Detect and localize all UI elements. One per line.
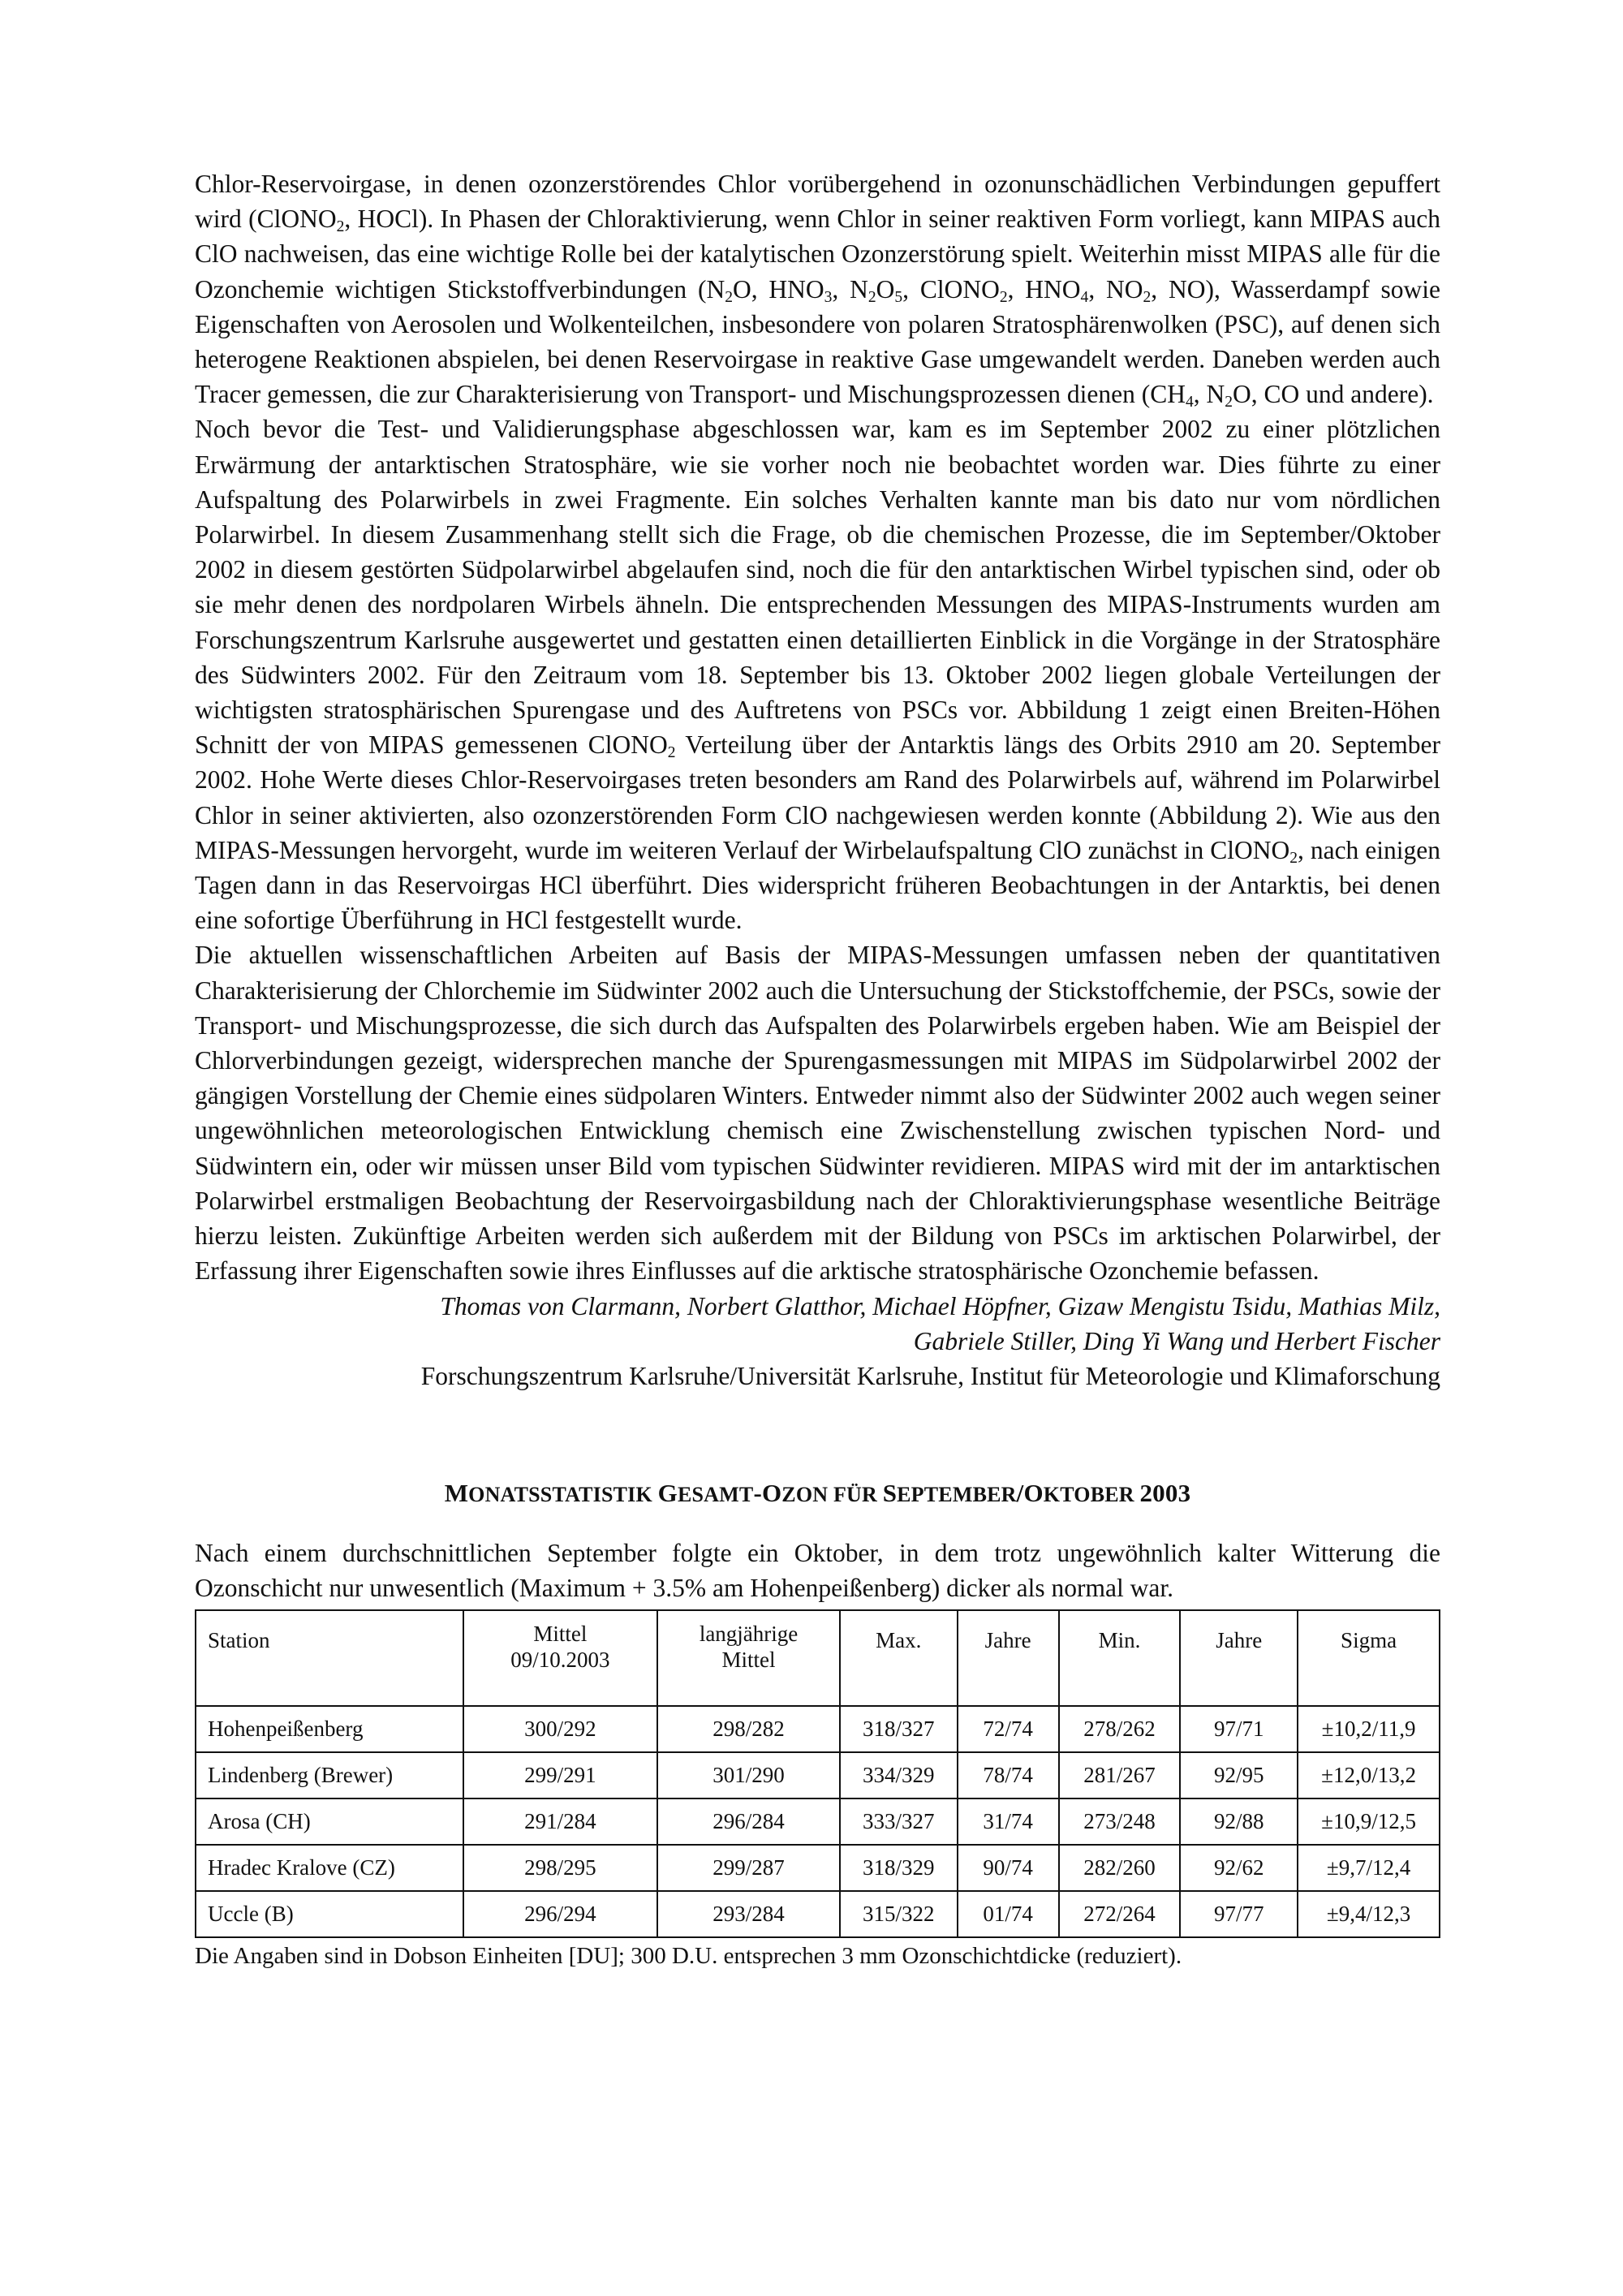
cell-jahre-max: 78/74 <box>958 1752 1059 1798</box>
table-footnote: Die Angaben sind in Dobson Einheiten [DU]; 300 D.U. entsprechen 3 mm Ozonschichtdicke (reduziert). <box>195 1942 1182 1969</box>
cell-langjaehrige-mittel: 299/287 <box>657 1845 840 1891</box>
header-jahre-max: Jahre <box>958 1610 1059 1706</box>
cell-jahre-max: 90/74 <box>958 1845 1059 1891</box>
table-row <box>196 1891 1440 1937</box>
page-content <box>195 166 1440 1972</box>
cell-jahre-min: 97/71 <box>1180 1706 1298 1752</box>
cell-sigma: ±10,9/12,5 <box>1298 1798 1440 1845</box>
cell-jahre-max: 72/74 <box>958 1706 1059 1752</box>
table-row <box>196 1706 1440 1752</box>
cell-mittel: 291/284 <box>463 1798 658 1845</box>
cell-sigma: ±12,0/13,2 <box>1298 1752 1440 1798</box>
cell-max: 318/327 <box>840 1706 958 1752</box>
table-row <box>196 1752 1440 1798</box>
cell-max: 333/327 <box>840 1798 958 1845</box>
header-min: Min. <box>1059 1610 1181 1706</box>
institution: Forschungszentrum Karlsruhe/Universität Karlsruhe, Institut für Meteorologie und Klimaforschung <box>420 1361 1440 1390</box>
cell-min: 281/267 <box>1059 1752 1181 1798</box>
cell-station: Arosa (CH) <box>196 1798 463 1845</box>
header-station: Station <box>196 1610 463 1706</box>
stats-heading: MONATSSTATISTIK GESAMT-OZON FÜR SEPTEMBER/OKTOBER 2003 <box>444 1479 1191 1508</box>
cell-jahre-max: 31/74 <box>958 1798 1059 1845</box>
table-row <box>196 1798 1440 1845</box>
cell-mittel: 296/294 <box>463 1891 658 1937</box>
cell-sigma: ±9,4/12,3 <box>1298 1891 1440 1937</box>
cell-mittel: 300/292 <box>463 1706 658 1752</box>
table-header-row <box>196 1610 1440 1706</box>
cell-station: Lindenberg (Brewer) <box>196 1752 463 1798</box>
cell-langjaehrige-mittel: 296/284 <box>657 1798 840 1845</box>
header-langjaehrige-mittel: langjährige Mittel <box>657 1610 840 1706</box>
cell-mittel: 298/295 <box>463 1845 658 1891</box>
cell-max: 315/322 <box>840 1891 958 1937</box>
authors-line-1: Thomas von Clarmann, Norbert Glatthor, Michael Höpfner, Gizaw Mengistu Tsidu, Mathias Milz, <box>440 1291 1440 1320</box>
cell-min: 272/264 <box>1059 1891 1181 1937</box>
cell-jahre-min: 97/77 <box>1180 1891 1298 1937</box>
cell-station: Hradec Kralove (CZ) <box>196 1845 463 1891</box>
stats-intro: Nach einem durchschnittlichen September folgte ein Oktober, in dem trotz ungewöhnlich kalter Witterung die Ozonschicht nur unwesentlich (Maximum + 3.5% am Hohenpeißenberg) dicker als normal war. <box>195 1539 1440 1603</box>
cell-langjaehrige-mittel: 298/282 <box>657 1706 840 1752</box>
cell-min: 278/262 <box>1059 1706 1181 1752</box>
cell-sigma: ±10,2/11,9 <box>1298 1706 1440 1752</box>
paragraph-reservoirgase: Chlor-Reservoirgase, in denen ozonzerstörendes Chlor vorübergehend in ozonunschädlichen Verbindungen gepuffert wird (ClONO$_2$, HOCl). In Phasen der Chloraktivierung, wenn Chlor in seiner reaktiven Form vorliegt, kann MIPAS auch ClO nachweisen, das eine wichtige Rolle bei der katalytischen Ozonzerstörung spielt. Weiterhin misst MIPAS alle für die Ozonchemie wichtigen Stickstoffverbindungen ($N_2O$, $HNO_3$, $N_2O_5$, ClONO$_2$, $HNO_4$, $NO_2$, NO), Wasserdampf sowie Eigenschaften von Aerosolen und Wolkenteilchen, insbesondere von polaren Stratosphärenwolken (PSC), auf denen sich heterogene Reaktionen abspielen, bei denen Reservoirgase in reaktive Gase umgewandelt werden. Daneben werden auch Tracer gemessen, die zur Charakterisierung von Transport- und Mischungsprozessen dienen ($CH_4$, $N_2O$, CO und andere). <box>195 170 1441 411</box>
paragraph-polarwirbel: Noch bevor die Test- und Validierungsphase abgeschlossen war, kam es im September 2002 zu einer plötzlichen Erwärmung der antarktischen Stratosphäre, wie sie vorher noch nie beobachtet worden war. Dies führte zu einer Aufspaltung des Polarwirbels in zwei Fragmente. Ein solches Verhalten kannte man bis dato nur vom nördlichen Polarwirbel. In diesem Zusammenhang stellt sich die Frage, ob die chemischen Prozesse, die im September/Oktober 2002 in diesem gestörten Südpolarwirbel abgelaufen sind, noch die für den antarktischen Wirbel typischen sind, oder ob sie mehr denen des nordpolaren Wirbels ähneln. Die entsprechenden Messungen des MIPAS-Instruments wurden am Forschungszentrum Karlsruhe ausgewertet und gestatten einen detaillierten Einblick in die Vorgänge in der Stratosphäre des Südwinters 2002. Für den Zeitraum vom 18. September bis 13. Oktober 2002 liegen globale Verteilungen der wichtigsten stratosphärischen Spurengase und des Auftretens von PSCs vor. Abbildung 1 zeigt einen Breiten-Höhen Schnitt der von MIPAS gemessenen ClONO$_2$ Verteilung über der Antarktis längs des Orbits 2910 am 20. September 2002. Hohe Werte dieses Chlor-Reservoirgases treten besonders am Rand des Polarwirbels auf, während im Polarwirbel Chlor in seiner aktivierten, also ozonzerstörenden Form ClO nachgewiesen werden konnte (Abbildung 2). Wie aus den MIPAS-Messungen hervorgeht, wurde im weiteren Verlauf der Wirbelaufspaltung ClO zunächst in ClONO$_2$, nach einigen Tagen dann in das Reservoirgas HCl überführt. Dies widerspricht früheren Beobachtungen in der Antarktis, bei denen eine sofortige Überführung in HCl festgestellt wurde. <box>195 415 1440 935</box>
paragraph-aktuelle-arbeiten: Die aktuellen wissenschaftlichen Arbeiten auf Basis der MIPAS-Messungen umfassen neben der quantitativen Charakterisierung der Chlorchemie im Südwinter 2002 auch die Untersuchung der Stickstoffchemie, der PSCs, sowie der Transport- und Mischungsprozesse, die sich durch das Aufspalten des Polarwirbels ergeben haben. Wie am Beispiel der Chlorverbindungen gezeigt, widersprechen manche der Spurengasmessungen mit MIPAS im Südpolarwirbel 2002 der gängigen Vorstellung der Chemie eines südpolaren Winters. Entweder nimmt also der Südwinter 2002 auch wegen seiner ungewöhnlichen meteorologischen Entwicklung chemisch eine Zwischenstellung zwischen typischen Nord- und Südwintern ein, oder wir müssen unser Bild vom typischen Südwinter revidieren. MIPAS wird mit der im antarktischen Polarwirbel erstmaligen Beobachtung der Reservoirgasbildung nach der Chloraktivierungsphase wesentliche Beiträge hierzu leisten. Zukünftige Arbeiten werden sich außerdem mit der Bildung von PSCs im arktischen Polarwirbel, der Erfassung ihrer Eigenschaften sowie ihres Einflusses auf die arktische stratosphärische Ozonchemie befassen. <box>195 941 1440 1286</box>
authors-line-2: Gabriele Stiller, Ding Yi Wang und Herbert Fischer <box>913 1326 1440 1355</box>
cell-min: 273/248 <box>1059 1798 1181 1845</box>
cell-langjaehrige-mittel: 293/284 <box>657 1891 840 1937</box>
cell-max: 318/329 <box>840 1845 958 1891</box>
cell-langjaehrige-mittel: 301/290 <box>657 1752 840 1798</box>
header-mittel: Mittel 09/10.2003 <box>463 1610 658 1706</box>
cell-station: Uccle (B) <box>196 1891 463 1937</box>
cell-sigma: ±9,7/12,4 <box>1298 1845 1440 1891</box>
cell-min: 282/260 <box>1059 1845 1181 1891</box>
cell-max: 334/329 <box>840 1752 958 1798</box>
cell-jahre-min: 92/95 <box>1180 1752 1298 1798</box>
table-row <box>196 1845 1440 1891</box>
ozone-statistics-table <box>195 1609 1440 1938</box>
cell-jahre-min: 92/88 <box>1180 1798 1298 1845</box>
header-sigma: Sigma <box>1298 1610 1440 1706</box>
cell-station: Hohenpeißenberg <box>196 1706 463 1752</box>
cell-mittel: 299/291 <box>463 1752 658 1798</box>
header-max: Max. <box>840 1610 958 1706</box>
cell-jahre-max: 01/74 <box>958 1891 1059 1937</box>
cell-jahre-min: 92/62 <box>1180 1845 1298 1891</box>
header-jahre-min: Jahre <box>1180 1610 1298 1706</box>
